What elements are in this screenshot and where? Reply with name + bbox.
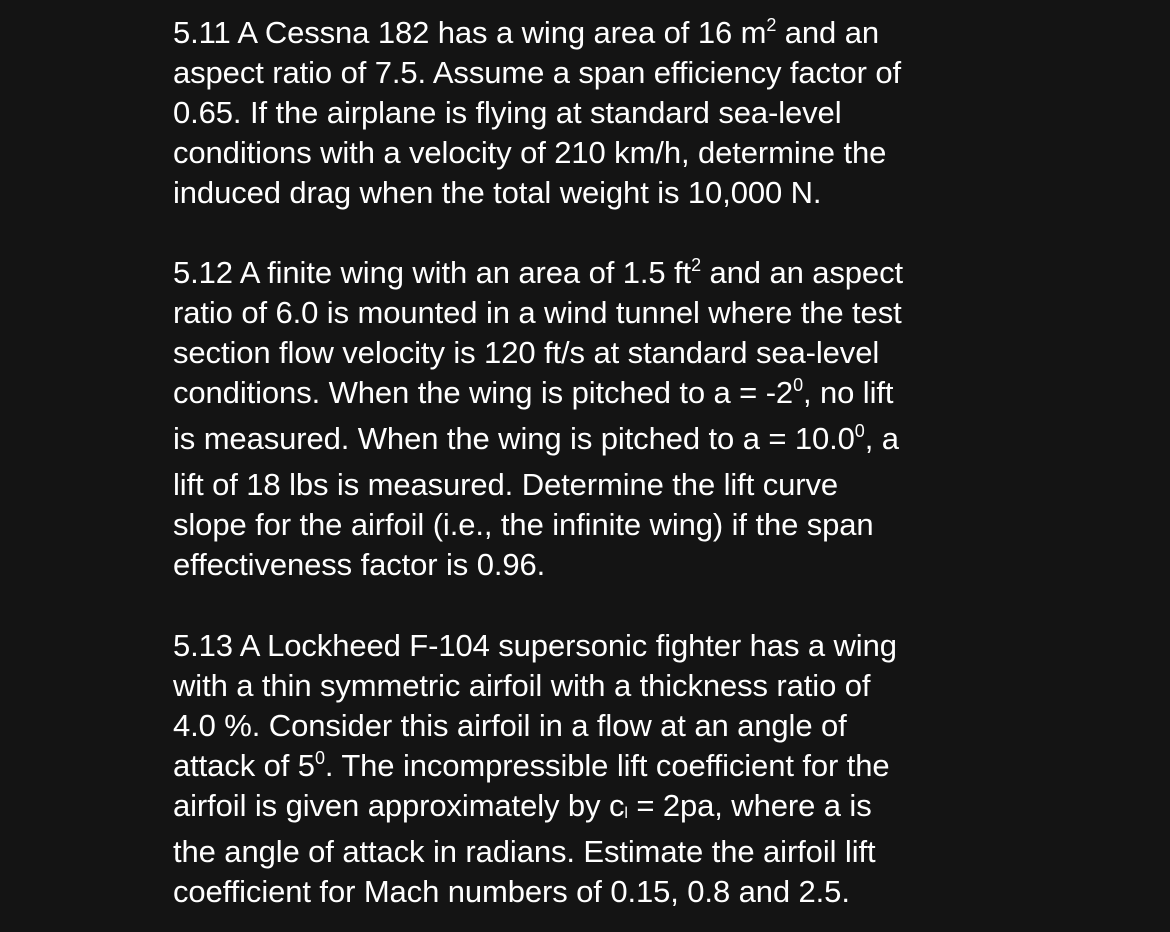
superscript: 2 [691, 255, 701, 275]
text-line: section flow velocity is 120 ft/s at standard sea-level [173, 335, 880, 370]
text-line: effectiveness factor is 0.96. [173, 547, 546, 582]
text-line: aspect ratio of 7.5. Assume a span efficiency factor of [173, 55, 901, 90]
text-line: 5.11 A Cessna 182 has a wing area of 16 $m^2$ and an [173, 15, 879, 50]
text-line: conditions with a velocity of 210 km/h, determine the [173, 135, 887, 170]
text-line: ratio of 6.0 is mounted in a wind tunnel where the test [173, 295, 902, 330]
superscript: 0 [793, 375, 803, 395]
text-line: coefficient for Mach numbers of 0.15, 0.8 and 2.5. [173, 874, 850, 909]
text-line: induced drag when the total weight is 10,000 N. [173, 175, 822, 210]
superscript: 0 [314, 748, 325, 768]
problem-5-12 [173, 253, 1133, 585]
text-line: 0.65. If the airplane is flying at standard sea-level [173, 95, 842, 130]
text-line: the angle of attack in radians. Estimate the airfoil lift [173, 834, 876, 869]
superscript: 0 [854, 421, 865, 441]
text-line: 4.0 %. Consider this airfoil in a flow at an angle of [173, 708, 847, 743]
text-line: with a thin symmetric airfoil with a thickness ratio of [173, 668, 871, 703]
problem-5-13 [173, 626, 1133, 912]
subscript: l [624, 805, 628, 822]
text-line: airfoil is given approximately by $c_l = 2pa$, where a is [173, 788, 872, 823]
text-line: is measured. When the wing is pitched to $a = 10.0^0$, a [173, 421, 899, 456]
text-line: conditions. When the wing is pitched to $a = -2^0$, no lift [173, 375, 894, 410]
text-line: slope for the airfoil (i.e., the infinite wing) if the span [173, 507, 874, 542]
text-line: 5.12 A finite wing with an area of 1.5 $ft^2$ and an aspect [173, 255, 903, 290]
text-line: lift of 18 lbs is measured. Determine the lift curve [173, 467, 839, 502]
text-line: 5.13 A Lockheed F-104 supersonic fighter has a wing [173, 628, 897, 663]
problem-5-11 [173, 13, 1133, 213]
text-line: attack of $5^0$. The incompressible lift coefficient for the [173, 748, 890, 783]
superscript: 2 [766, 15, 777, 35]
